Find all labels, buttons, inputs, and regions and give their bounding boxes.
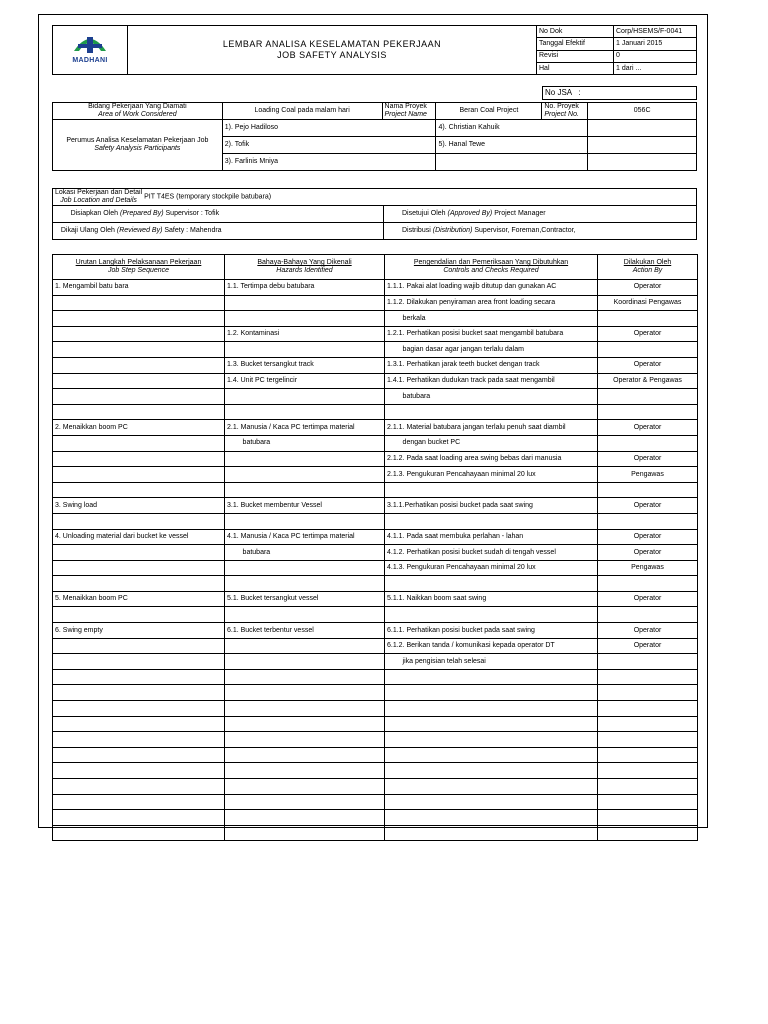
action-by-cell[interactable] xyxy=(598,342,698,358)
step-cell[interactable] xyxy=(53,373,225,389)
control-cell[interactable]: 2.1.1. Material batubara jangan terlalu penuh saat diambil xyxy=(385,420,598,436)
prepared-by: Disiapkan Oleh (Prepared By) Supervisor : Tofik xyxy=(53,206,384,223)
action-by-cell[interactable]: Operator xyxy=(598,545,698,561)
step-cell[interactable] xyxy=(53,810,225,826)
action-by-cell[interactable] xyxy=(598,404,698,420)
hazard-cell[interactable] xyxy=(225,810,385,826)
action-by-cell[interactable] xyxy=(598,701,698,717)
control-cell[interactable]: bagian dasar agar jangan terlalu dalam xyxy=(385,342,598,358)
control-cell[interactable]: 1.2.1. Perhatikan posisi bucket saat mengambil batubara xyxy=(385,326,598,342)
control-cell[interactable] xyxy=(385,810,598,826)
control-cell[interactable]: 1.1.2. Dilakukan penyiraman area front loading secara xyxy=(385,295,598,311)
hazard-cell[interactable] xyxy=(225,560,385,576)
table-row xyxy=(53,404,698,420)
col-header-action-by: Dilakukan Oleh Action By xyxy=(598,255,698,280)
step-cell[interactable] xyxy=(53,825,225,841)
title-en: JOB SAFETY ANALYSIS xyxy=(277,50,387,60)
step-cell[interactable] xyxy=(53,732,225,748)
col-header-hazard: Bahaya-Bahaya Yang Dikenali Hazards Identified xyxy=(225,255,385,280)
action-by-cell[interactable]: Operator xyxy=(598,357,698,373)
project-no-label: No. Proyek Project No. xyxy=(542,103,588,120)
control-cell[interactable] xyxy=(385,607,598,623)
control-cell[interactable] xyxy=(385,669,598,685)
table-row xyxy=(53,513,698,529)
control-cell[interactable] xyxy=(385,716,598,732)
table-header-row xyxy=(53,255,698,280)
table-row xyxy=(53,623,698,639)
action-by-cell[interactable] xyxy=(598,669,698,685)
madhani-logo xyxy=(60,31,120,69)
control-cell[interactable]: 4.1.1. Pada saat membuka perlahan - lahan xyxy=(385,529,598,545)
hazard-cell[interactable] xyxy=(225,669,385,685)
hazard-cell[interactable]: 4.1. Manusia / Kaca PC tertimpa material xyxy=(225,529,385,545)
step-cell[interactable] xyxy=(53,716,225,732)
hazard-cell[interactable] xyxy=(225,513,385,529)
step-cell[interactable] xyxy=(53,654,225,670)
document-header xyxy=(52,25,697,75)
hazard-cell[interactable] xyxy=(225,794,385,810)
hazard-cell[interactable] xyxy=(225,342,385,358)
table-row xyxy=(53,529,698,545)
control-cell[interactable] xyxy=(385,747,598,763)
table-row xyxy=(53,685,698,701)
meta-label-1: Tanggal Efektif xyxy=(537,38,614,50)
control-cell[interactable]: 4.1.3. Pengukuran Pencahayaan minimal 20 lux xyxy=(385,560,598,576)
step-cell[interactable] xyxy=(53,467,225,483)
hazard-cell[interactable]: batubara xyxy=(225,545,385,561)
control-cell[interactable] xyxy=(385,779,598,795)
table-row xyxy=(53,451,698,467)
step-cell[interactable]: 5. Menaikkan boom PC xyxy=(53,591,225,607)
logo-cell xyxy=(53,26,128,75)
location-table xyxy=(52,188,697,240)
control-cell[interactable] xyxy=(385,685,598,701)
step-cell[interactable] xyxy=(53,607,225,623)
jsa-number-box xyxy=(542,86,697,100)
action-by-cell[interactable] xyxy=(598,311,698,327)
step-cell[interactable] xyxy=(53,342,225,358)
action-by-cell[interactable] xyxy=(598,763,698,779)
meta-label-3: Hal xyxy=(537,62,614,74)
jsa-steps-table xyxy=(52,254,698,841)
control-cell[interactable]: 4.1.2. Perhatikan posisi bucket sudah di tengah vessel xyxy=(385,545,598,561)
table-row xyxy=(53,311,698,327)
participant-1[interactable]: 1). Pejo Hadiloso xyxy=(222,120,436,137)
approved-by-value[interactable]: Project Manager xyxy=(494,210,546,218)
hazard-cell[interactable] xyxy=(225,701,385,717)
control-cell[interactable]: 6.1.2. Berikan tanda / komunikasi kepada operator DT xyxy=(385,638,598,654)
action-by-cell[interactable] xyxy=(598,810,698,826)
action-by-cell[interactable]: Pengawas xyxy=(598,467,698,483)
logo-text: MADHANI xyxy=(72,57,108,64)
jsa-number-field[interactable] xyxy=(543,87,697,100)
table-row xyxy=(53,607,698,623)
meta-label-2: Revisi xyxy=(537,50,614,62)
table-row xyxy=(53,342,698,358)
hazard-cell[interactable] xyxy=(225,779,385,795)
control-cell[interactable] xyxy=(385,763,598,779)
document-title xyxy=(128,26,537,75)
action-by-cell[interactable]: Operator xyxy=(598,623,698,639)
table-row xyxy=(53,545,698,561)
control-cell[interactable]: 1.1.1. Pakai alat loading wajib ditutup dan gunakan AC xyxy=(385,280,598,296)
participant-4[interactable]: 4). Christian Kahuik xyxy=(436,120,588,137)
table-row xyxy=(53,482,698,498)
step-cell[interactable]: 3. Swing load xyxy=(53,498,225,514)
step-cell[interactable]: 1. Mengambil batu bara xyxy=(53,280,225,296)
action-by-cell[interactable]: Operator xyxy=(598,591,698,607)
participant-2[interactable]: 2). Tofik xyxy=(222,137,436,154)
action-by-cell[interactable] xyxy=(598,747,698,763)
action-by-cell[interactable] xyxy=(598,389,698,405)
job-location xyxy=(53,189,697,206)
action-by-cell[interactable]: Operator & Pengawas xyxy=(598,373,698,389)
control-cell[interactable]: batubara xyxy=(385,389,598,405)
table-row xyxy=(53,591,698,607)
control-cell[interactable]: 5.1.1. Naikkan boom saat swing xyxy=(385,591,598,607)
participant-5[interactable]: 5). Hanal Tewe xyxy=(436,137,588,154)
madhani-logo-icon xyxy=(70,31,110,57)
control-cell[interactable] xyxy=(385,732,598,748)
step-cell[interactable] xyxy=(53,701,225,717)
action-by-cell[interactable] xyxy=(598,825,698,841)
title-id: LEMBAR ANALISA KESELAMATAN PEKERJAAN xyxy=(222,38,442,49)
action-by-cell[interactable]: Operator xyxy=(598,498,698,514)
prepared-by-value[interactable]: Supervisor : Tofik xyxy=(165,210,220,218)
action-by-cell[interactable] xyxy=(598,794,698,810)
action-by-cell[interactable] xyxy=(598,779,698,795)
col-header-control: Pengendalian dan Pemeriksaan Yang Dibutuhkan Controls and Checks Required xyxy=(385,255,598,280)
step-cell[interactable] xyxy=(53,311,225,327)
step-cell[interactable] xyxy=(53,404,225,420)
control-cell[interactable] xyxy=(385,513,598,529)
hazard-cell[interactable]: 1.3. Bucket tersangkut track xyxy=(225,357,385,373)
jsa-label: No JSA xyxy=(545,87,572,97)
control-cell[interactable]: 1.3.1. Perhatikan jarak teeth bucket dengan track xyxy=(385,357,598,373)
table-row xyxy=(53,747,698,763)
action-by-cell[interactable] xyxy=(598,576,698,592)
hazard-cell[interactable] xyxy=(225,295,385,311)
table-row xyxy=(53,638,698,654)
hazard-cell[interactable] xyxy=(225,389,385,405)
step-cell[interactable] xyxy=(53,513,225,529)
participant-3[interactable]: 3). Farlinis Mniya xyxy=(222,154,436,171)
hazard-cell[interactable] xyxy=(225,654,385,670)
control-cell[interactable] xyxy=(385,794,598,810)
step-cell[interactable] xyxy=(53,638,225,654)
step-cell[interactable] xyxy=(53,763,225,779)
step-cell[interactable]: 2. Menaikkan boom PC xyxy=(53,420,225,436)
table-row xyxy=(53,389,698,405)
control-cell[interactable] xyxy=(385,825,598,841)
step-cell[interactable] xyxy=(53,779,225,795)
step-cell[interactable] xyxy=(53,669,225,685)
step-cell[interactable] xyxy=(53,389,225,405)
step-cell[interactable]: 4. Unloading material dari bucket ke vessel xyxy=(53,529,225,545)
work-info-table xyxy=(52,102,697,171)
participant-6[interactable] xyxy=(436,154,588,171)
distribution: Distribusi (Distribution) Supervisor, Foreman,Contractor, xyxy=(384,223,697,240)
action-by-cell[interactable] xyxy=(598,482,698,498)
hazard-cell[interactable] xyxy=(225,685,385,701)
control-cell[interactable]: berkala xyxy=(385,311,598,327)
action-by-cell[interactable]: Operator xyxy=(598,529,698,545)
meta-value-2: 0 xyxy=(614,50,697,62)
table-row xyxy=(53,779,698,795)
control-cell[interactable]: 2.1.3. Pengukuran Pencahayaan minimal 20 lux xyxy=(385,467,598,483)
participant-extra-3[interactable] xyxy=(588,154,697,171)
table-row xyxy=(53,701,698,717)
action-by-cell[interactable]: Operator xyxy=(598,451,698,467)
project-name-value[interactable]: Beran Coal Project xyxy=(436,103,542,120)
control-cell[interactable]: jika pengisian telah selesai xyxy=(385,654,598,670)
hazard-cell[interactable] xyxy=(225,404,385,420)
hazard-cell[interactable]: 1.4. Unit PC tergelincir xyxy=(225,373,385,389)
hazard-cell[interactable] xyxy=(225,825,385,841)
meta-value-1: 1 Januari 2015 xyxy=(614,38,697,50)
action-by-cell[interactable]: Koordinasi Pengawas xyxy=(598,295,698,311)
table-row xyxy=(53,280,698,296)
table-row xyxy=(53,420,698,436)
step-cell[interactable] xyxy=(53,295,225,311)
participant-extra-2[interactable] xyxy=(588,137,697,154)
col-header-step: Urutan Langkah Pelaksanaan Pekerjaan Job Step Sequence xyxy=(53,255,225,280)
action-by-cell[interactable]: Operator xyxy=(598,420,698,436)
step-cell[interactable] xyxy=(53,545,225,561)
meta-value-3: 1 dari ... xyxy=(614,62,697,74)
action-by-cell[interactable]: Operator xyxy=(598,638,698,654)
hazard-cell[interactable]: 3.1. Bucket membentur Vessel xyxy=(225,498,385,514)
table-row xyxy=(53,669,698,685)
hazard-cell[interactable] xyxy=(225,763,385,779)
participant-extra-1[interactable] xyxy=(588,120,697,137)
table-row xyxy=(53,794,698,810)
meta-label-0: No Dok xyxy=(537,26,614,38)
hazard-cell[interactable] xyxy=(225,576,385,592)
table-row xyxy=(53,576,698,592)
action-by-cell[interactable]: Operator xyxy=(598,326,698,342)
hazard-cell[interactable] xyxy=(225,747,385,763)
action-by-cell[interactable] xyxy=(598,607,698,623)
table-row xyxy=(53,373,698,389)
table-row xyxy=(53,295,698,311)
table-row xyxy=(53,716,698,732)
action-by-cell[interactable]: Pengawas xyxy=(598,560,698,576)
action-by-cell[interactable] xyxy=(598,654,698,670)
hazard-cell[interactable]: 1.1. Tertimpa debu batubara xyxy=(225,280,385,296)
step-cell[interactable] xyxy=(53,482,225,498)
table-row xyxy=(53,326,698,342)
table-row xyxy=(53,810,698,826)
step-cell[interactable] xyxy=(53,451,225,467)
step-cell[interactable] xyxy=(53,576,225,592)
table-row xyxy=(53,825,698,841)
step-cell[interactable] xyxy=(53,794,225,810)
step-cell[interactable] xyxy=(53,747,225,763)
table-row xyxy=(53,357,698,373)
hazard-cell[interactable]: 1.2. Kontaminasi xyxy=(225,326,385,342)
meta-value-0: Corp/HSEMS/F-0041 xyxy=(614,26,697,38)
table-row xyxy=(53,560,698,576)
action-by-cell[interactable]: Operator xyxy=(598,280,698,296)
table-row xyxy=(53,435,698,451)
hazard-cell[interactable] xyxy=(225,467,385,483)
hazard-cell[interactable]: 2.1. Manusia / Kaca PC tertimpa material xyxy=(225,420,385,436)
job-location-value[interactable]: PIT T4ES (temporary stockpile batubara) xyxy=(144,193,272,201)
hazard-cell[interactable] xyxy=(225,311,385,327)
hazard-cell[interactable] xyxy=(225,732,385,748)
step-cell[interactable]: 6. Swing empty xyxy=(53,623,225,639)
reviewed-by-value[interactable]: Safety : Mahendra xyxy=(164,227,222,235)
area-label: Bidang Pekerjaan Yang Diamati Area of Work Considered xyxy=(53,103,223,120)
table-row xyxy=(53,498,698,514)
hazard-cell[interactable]: 6.1. Bucket terbentur vessel xyxy=(225,623,385,639)
step-cell[interactable] xyxy=(53,357,225,373)
control-cell[interactable] xyxy=(385,701,598,717)
step-cell[interactable] xyxy=(53,326,225,342)
job-location-label-en: Job Location and Details xyxy=(60,197,137,204)
control-cell[interactable]: 2.1.2. Pada saat loading area swing bebas dari manusia xyxy=(385,451,598,467)
table-row xyxy=(53,467,698,483)
control-cell[interactable]: dengan bucket PC xyxy=(385,435,598,451)
action-by-cell[interactable] xyxy=(598,732,698,748)
table-row xyxy=(53,654,698,670)
table-row xyxy=(53,763,698,779)
hazard-cell[interactable] xyxy=(225,716,385,732)
project-name-label: Nama Proyek Project Name xyxy=(382,103,436,120)
area-value[interactable]: Loading Coal pada malam hari xyxy=(222,103,382,120)
control-cell[interactable]: 6.1.1. Perhatikan posisi bucket pada saat swing xyxy=(385,623,598,639)
hazard-cell[interactable] xyxy=(225,607,385,623)
control-cell[interactable]: 1.4.1. Perhatikan dudukan track pada saat mengambil xyxy=(385,373,598,389)
action-by-cell[interactable] xyxy=(598,716,698,732)
control-cell[interactable] xyxy=(385,576,598,592)
hazard-cell[interactable]: 5.1. Bucket tersangkut vessel xyxy=(225,591,385,607)
approved-by: Disetujui Oleh (Approved By) Project Manager xyxy=(384,206,697,223)
participants-label: Perumus Analisa Keselamatan Pekerjaan Job Safety Analysis Participants xyxy=(53,120,223,171)
hazard-cell[interactable] xyxy=(225,451,385,467)
hazard-cell[interactable]: batubara xyxy=(225,435,385,451)
project-no-value[interactable]: 056C xyxy=(588,103,697,120)
hazard-cell[interactable] xyxy=(225,482,385,498)
action-by-cell[interactable] xyxy=(598,685,698,701)
step-cell[interactable] xyxy=(53,685,225,701)
action-by-cell[interactable] xyxy=(598,513,698,529)
control-cell[interactable] xyxy=(385,482,598,498)
step-cell[interactable] xyxy=(53,560,225,576)
action-by-cell[interactable] xyxy=(598,435,698,451)
job-location-label: Lokasi Pekerjaan dan Detail xyxy=(55,189,143,197)
table-row xyxy=(53,732,698,748)
hazard-cell[interactable] xyxy=(225,638,385,654)
step-cell[interactable] xyxy=(53,435,225,451)
jsa-sep: : xyxy=(578,87,581,97)
reviewed-by: Dikaji Ulang Oleh (Reviewed By) Safety : Mahendra xyxy=(53,223,384,240)
control-cell[interactable]: 3.1.1.Perhatikan posisi bucket pada saat swing xyxy=(385,498,598,514)
distribution-value[interactable]: Supervisor, Foreman,Contractor, xyxy=(474,227,576,235)
control-cell[interactable] xyxy=(385,404,598,420)
